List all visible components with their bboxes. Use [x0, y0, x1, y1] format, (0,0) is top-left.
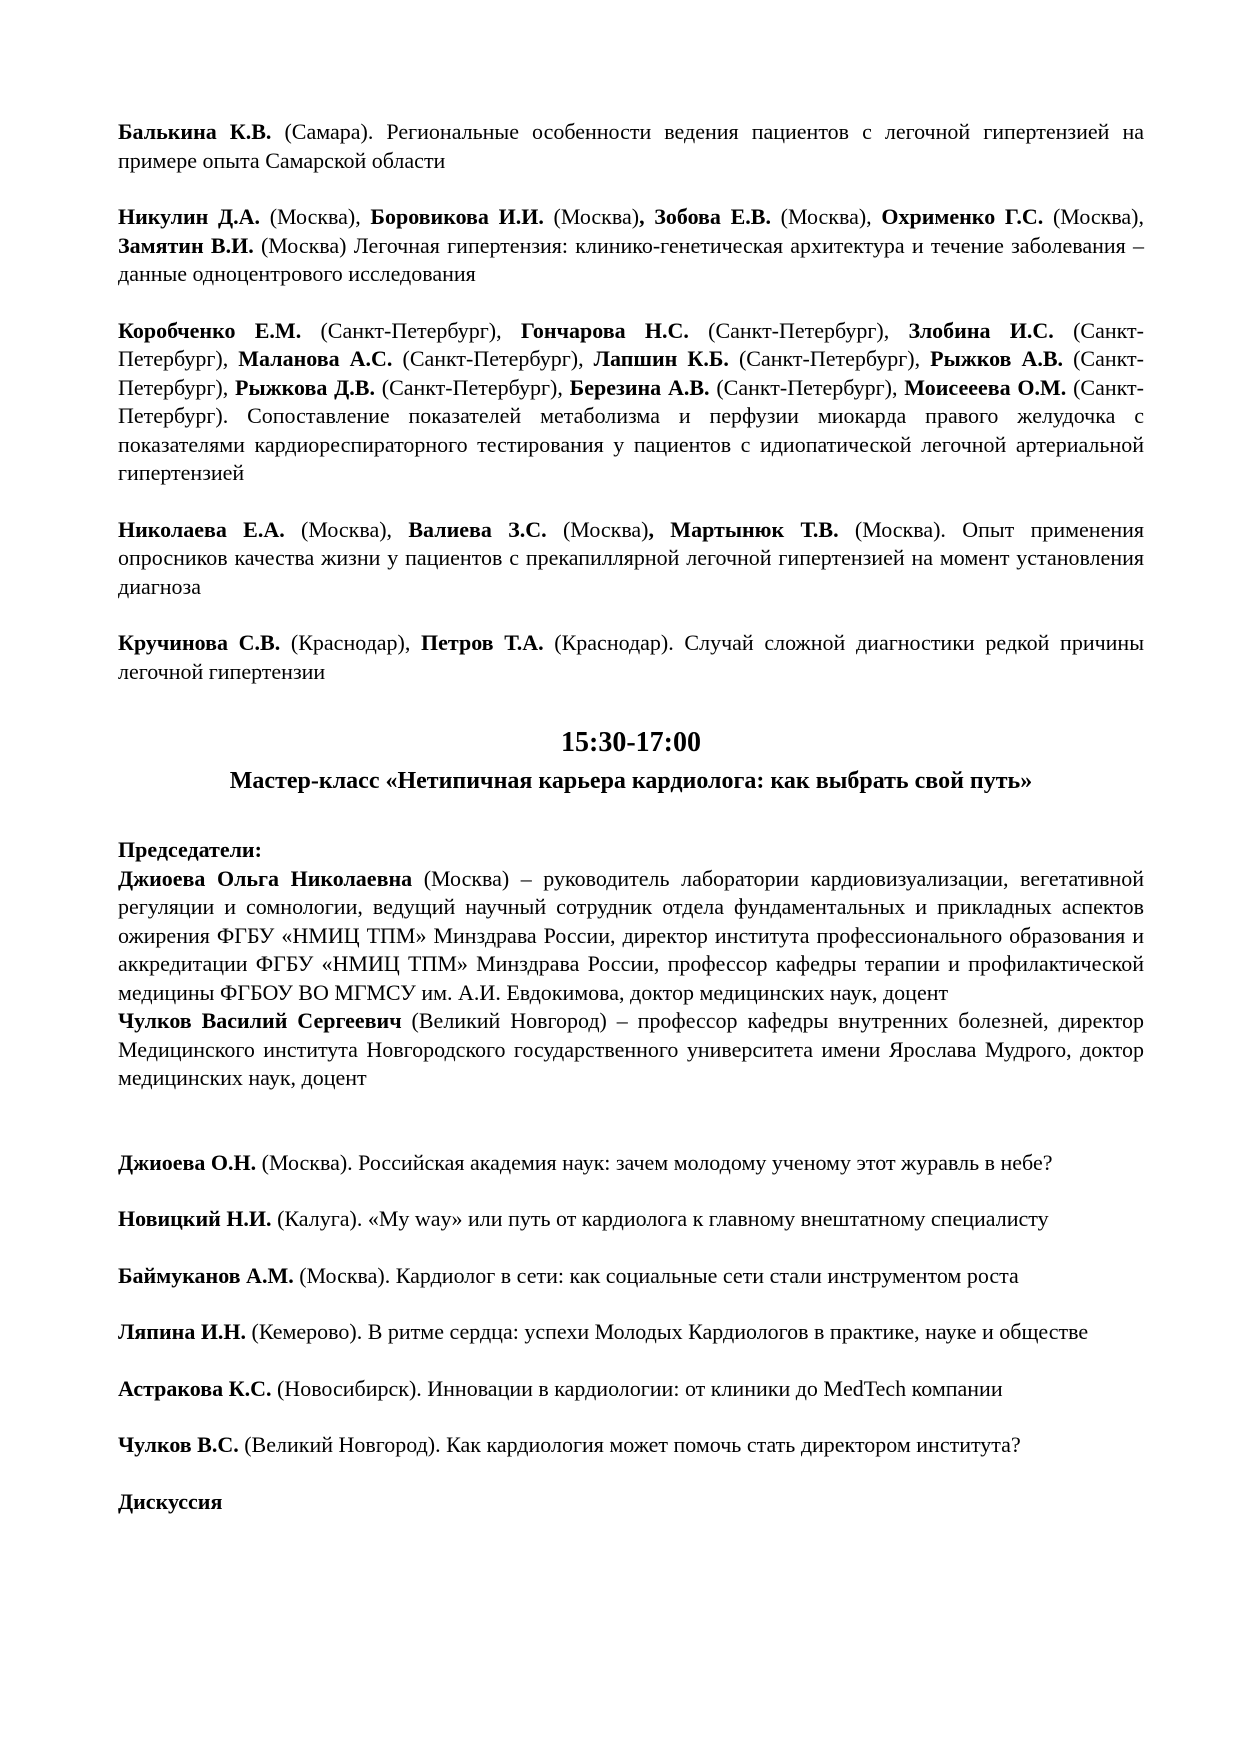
talk-item: [118, 1205, 1144, 1234]
speaker-name: Баймуканов А.М.: [118, 1262, 294, 1288]
document-page: [118, 118, 1144, 1516]
talk-item: [118, 203, 1144, 289]
talk-text: (Великий Новгород) – профессор кафедры внутренних болезней, директор Медицинского института Новгородского государственного университета имени Ярослава Мудрого, доктор медицинских наук, доцент: [118, 1008, 1144, 1090]
speaker-name: Балькина К.В.: [118, 119, 272, 144]
talk-text: (Москва): [546, 516, 649, 542]
talk-text: (Калуга). «My way» или путь от кардиолога к главному внештатному специалисту: [271, 1206, 1049, 1231]
speaker-name: Джиоева О.Н.: [118, 1149, 257, 1175]
speaker-name: Боровикова И.И.: [370, 204, 544, 229]
speaker-name: , Зобова Е.В.: [639, 204, 771, 229]
speaker-name: Маланова А.С.: [238, 346, 393, 371]
talk-item: [118, 1149, 1144, 1178]
speaker-name: , Мартынюк Т.В.: [648, 516, 839, 542]
speaker-name: Охрименко Г.С.: [881, 204, 1044, 229]
talk-text: (Самара). Региональные особенности ведения пациентов с легочной гипертензией на примере опыта Самарской области: [118, 119, 1144, 173]
chairs-label: Председатели:: [118, 837, 262, 862]
session-title: Мастер-класс «Нетипичная карьера кардиолога: как выбрать свой путь»: [229, 768, 1033, 794]
speaker-name: Астракова К.С.: [118, 1375, 272, 1401]
speaker-name: Моисееева О.М.: [904, 374, 1067, 400]
talk-text: (Санкт-Петербург). Сопоставление показателей метаболизма и перфузии миокарда правого желудочка с показателями кардиореспираторного тестирования у пациентов с идиопатической легочной артериальной гипертензией: [118, 374, 1144, 485]
speaker-name: Замятин В.И.: [118, 232, 254, 258]
talk-text: (Краснодар). Случай сложной диагностики редкой причины легочной гипертензии: [118, 630, 1144, 684]
talk-item: [118, 118, 1144, 175]
discussion-label: [118, 1488, 1144, 1517]
talk-text: (Великий Новгород). Как кардиология может помочь стать директором института?: [238, 1432, 1021, 1457]
talk-item: [118, 516, 1144, 602]
talk-text: (Москва),: [1043, 204, 1145, 229]
talk-text: (Москва): [543, 204, 640, 229]
chair-item: [118, 865, 1144, 1008]
session-time: 15:30-17:00: [561, 727, 701, 758]
speaker-name: Лапшин К.Б.: [593, 346, 729, 371]
speaker-name: Кручинова С.В.: [118, 630, 281, 655]
speaker-name: Чулков В.С.: [118, 1432, 239, 1457]
talk-text: (Краснодар),: [280, 630, 422, 655]
talk-text: (Санкт-Петербург),: [688, 317, 909, 343]
speaker-name: Никулин Д.А.: [118, 204, 261, 229]
talk-item: [118, 317, 1144, 488]
talk-text: (Санкт-Петербург),: [118, 317, 1144, 371]
talk-text: (Санкт-Петербург),: [392, 346, 594, 371]
speaker-name: Гончарова Н.С.: [520, 317, 689, 343]
talk-text: (Санкт-Петербург),: [374, 374, 570, 400]
talk-text: (Москва),: [770, 204, 882, 229]
talk-text: (Санкт-Петербург),: [118, 346, 1144, 400]
speaker-name: Коробченко Е.М.: [118, 317, 302, 343]
talk-item: [118, 1375, 1144, 1404]
speaker-name: Николаева Е.А.: [118, 516, 285, 542]
talk-text: (Москва). Кардиолог в сети: как социальные сети стали инструментом роста: [293, 1262, 1019, 1288]
talk-text: (Москва) Легочная гипертензия: клинико-генетическая архитектура и течение заболевания – данные одноцентрового исследования: [118, 232, 1144, 286]
talk-item: [118, 1318, 1144, 1347]
talk-text: (Москва). Российская академия наук: зачем молодому ученому этот журавль в небе?: [256, 1149, 1053, 1175]
speaker-name: Джиоева Ольга Николаевна: [118, 865, 413, 891]
talk-text: (Санкт-Петербург),: [709, 374, 905, 400]
speaker-name: Чулков Василий Сергеевич: [118, 1008, 402, 1033]
speaker-name: Ляпина И.Н.: [118, 1319, 247, 1344]
talk-text: (Кемерово). В ритме сердца: успехи Молодых Кардиологов в практике, науке и обществе: [246, 1319, 1089, 1344]
talk-text: (Москва),: [260, 204, 371, 229]
speaker-name: Березина А.В.: [569, 374, 710, 400]
speaker-name: Петров Т.А.: [421, 630, 544, 655]
talk-list-block1: [118, 118, 1144, 686]
talk-item: [118, 1262, 1144, 1291]
talk-text: (Новосибирск). Инновации в кардиологии: от клиники до MedTech компании: [271, 1375, 1003, 1401]
talk-text: (Москва) – руководитель лаборатории кардиовизуализации, вегетативной регуляции и сомнологии, ведущий научный сотрудник отдела фундаментальных и прикладных аспектов ожирения ФГБУ «НМИЦ ТПМ» Минздрава России, директор института профессионального образования и аккредитации ФГБУ «НМИЦ ТПМ» Минздрава России, профессор кафедры терапии и профилактической медицины ФГБОУ ВО МГМСУ им. А.И. Евдокимова, доктор медицинских наук, доцент: [118, 865, 1144, 1005]
talk-text: (Москва),: [284, 516, 409, 542]
speaker-name: Рыжков А.В.: [930, 346, 1064, 371]
talk-text: (Санкт-Петербург),: [301, 317, 521, 343]
talk-item: [118, 629, 1144, 686]
talk-text: (Москва). Опыт применения опросников качества жизни у пациентов с прекапиллярной легочной гипертензией на момент установления диагноза: [118, 516, 1145, 599]
talk-list-session: [118, 1149, 1144, 1460]
talk-item: [118, 1431, 1144, 1460]
discussion-text: Дискуссия: [118, 1488, 223, 1514]
chair-item: [118, 1007, 1144, 1093]
speaker-name: Валиева З.С.: [408, 516, 547, 542]
talk-text: (Санкт-Петербург),: [728, 346, 931, 371]
speaker-name: Злобина И.С.: [908, 317, 1054, 343]
speaker-name: Новицкий Н.И.: [118, 1206, 272, 1231]
speaker-name: Рыжкова Д.В.: [235, 374, 375, 400]
